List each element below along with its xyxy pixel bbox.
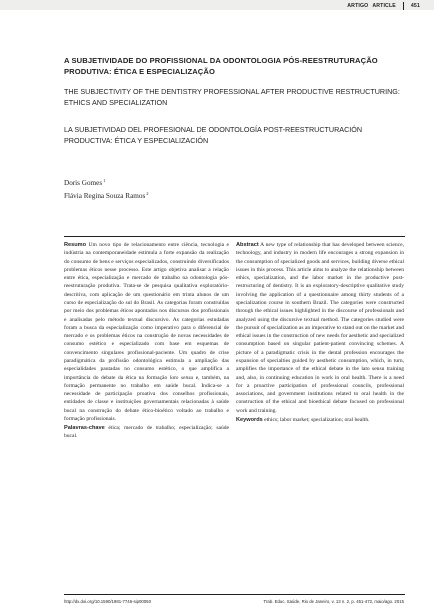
author-affiliation: 2 — [146, 191, 149, 196]
running-header — [347, 1, 420, 10]
author-affiliation: 1 — [103, 178, 106, 183]
abstract-en-text: A new type of relationship that has developed between science, technology, and industry in modern life encourages a strong expansion in the consumption of specialized goods and services, building diverse ethical issues in this process. This article aims to analyze the relationship between ethics, specialization, and the labor market in the productive post-restructuring of dentistry. It is an exploratory-descriptive qualitative study involving the application of a questionnaire among thirty students of a specialization course in southern Brazil. The categories were constructed through the ethical issues highlighted in the discourse of professionals and analyzed using the discursive textual method. The categories studied were the pursuit of specialization as an imperative to stand out on the market and ethical issues in the construction of new needs for aesthetic and specialized consumption based on singular patient-patient convincing schemes. A picture of a paradigmatic crisis in the dental profession encourages the expansion of specialties guided by aesthetic consumption, which, in turn, amplifies the importance of the ethical debate in the lato sensu training and, also, in continuing education in work in oral health. There is a need for a proactive participation of professional councils, professional associations, and government institutions related to oral health in the construction of the ethical and bioethical debate focused on professional work and training. — [236, 242, 404, 414]
abstract-english — [236, 241, 404, 424]
keywords-pt-text: ética; mercado de trabalho; especialização; saúde bucal. — [64, 425, 229, 440]
author-2 — [64, 189, 149, 201]
author-1 — [64, 176, 105, 188]
header-separator — [403, 2, 404, 10]
abstract-en-body — [236, 241, 404, 415]
doi-link[interactable]: http://dx.doi.org/10.1590/1981-7746-sip00050 — [64, 599, 151, 604]
author-name: Flávia Regina Souza Ramos — [64, 192, 146, 200]
abstract-pt-label: Resumo — [64, 242, 87, 248]
title-english: THE SUBJECTIVITY OF THE DENTISTRY PROFESSIONAL AFTER PRODUCTIVE RESTRUCTURING: ETHICS AND SPECIALIZATION — [64, 87, 400, 107]
abstract-en-label: Abstract — [236, 242, 259, 248]
abstract-portuguese — [64, 241, 229, 441]
title-portuguese: A SUBJETIVIDADE DO PROFISSIONAL DA ODONTOLOGIA PÓS-REESTRUTURAÇÃO PRODUTIVA: ÉTICA E ESPECIALIZAÇÃO — [64, 56, 378, 76]
abstract-pt-text-cont: e, também, na formação permanente no trabalho em saúde bucal. Indica-se a necessidade de participação proativa dos conselhos profissionais, entidades de classe e instituições governamentais relacionadas à saúde bucal na construção do debate ético-bioético voltado ao trabalho e formação profissionais. — [64, 374, 229, 422]
section-label-pt: ARTIGO — [347, 2, 369, 9]
section-label-en: ARTICLE — [372, 2, 396, 9]
abstract-pt-text: Um novo tipo de relacionamento entre ciência, tecnologia e indústria na contemporaneidade estimula a forte expansão da realização do consumo de bens e serviços especializados, construindo diversificados problemas éticos nesse processo. Este artigo objetiva analisar a relação entre ética, especialização e mercado de trabalho na odontologia pós-reestruturação produtiva. Trata-se de pesquisa qualitativa exploratório-descritiva, com aplicação de um questionário em trinta alunos de um curso de especialização do sul do Brasil. As categorias foram construídas por meio dos problemas éticos apontados nos discursos dos profissionais e analisadas pelo método textual discursivo. As categorias estudadas foram a busca da especialização como imperativo para o diferencial de mercado e os problemas éticos na construção de novas necessidades de consumo estético e especializado com base em esquemas de convencimento singulares profissional-paciente. Um quadro de crise paradigmática da profissão odontológica estimula a ampliação das especialidades pautadas no consumo estético, o que amplifica a importância do debate da ética na formação — [64, 242, 229, 381]
title-spanish: LA SUBJETIVIDAD DEL PROFESIONAL DE ODONTOLOGÍA POST-REESTRUCTURACIÓN PRODUCTIVA: ÉTICA Y ESPECIALIZACIÓN — [64, 125, 363, 145]
keywords-pt-label: Palavras-chave — [64, 425, 105, 432]
journal-citation: Trab. Educ. Saúde, Rio de Janeiro, v. 13 n. 2, p. 451-472, maio/ago. 2015 — [263, 599, 404, 604]
keywords-en-text: ethics; labor market; specialization; oral health. — [264, 416, 370, 423]
keywords-pt — [64, 424, 229, 441]
footer-divider — [64, 594, 405, 595]
abstract-divider-top — [64, 236, 405, 237]
keywords-en-label: Keywords — [236, 416, 263, 423]
author-name: Doris Gomes — [64, 179, 103, 187]
page-number: 451 — [410, 2, 420, 9]
keywords-en — [236, 416, 404, 424]
abstract-pt-italic-term: lato sensu — [169, 374, 194, 381]
abstract-pt-body — [64, 241, 229, 423]
